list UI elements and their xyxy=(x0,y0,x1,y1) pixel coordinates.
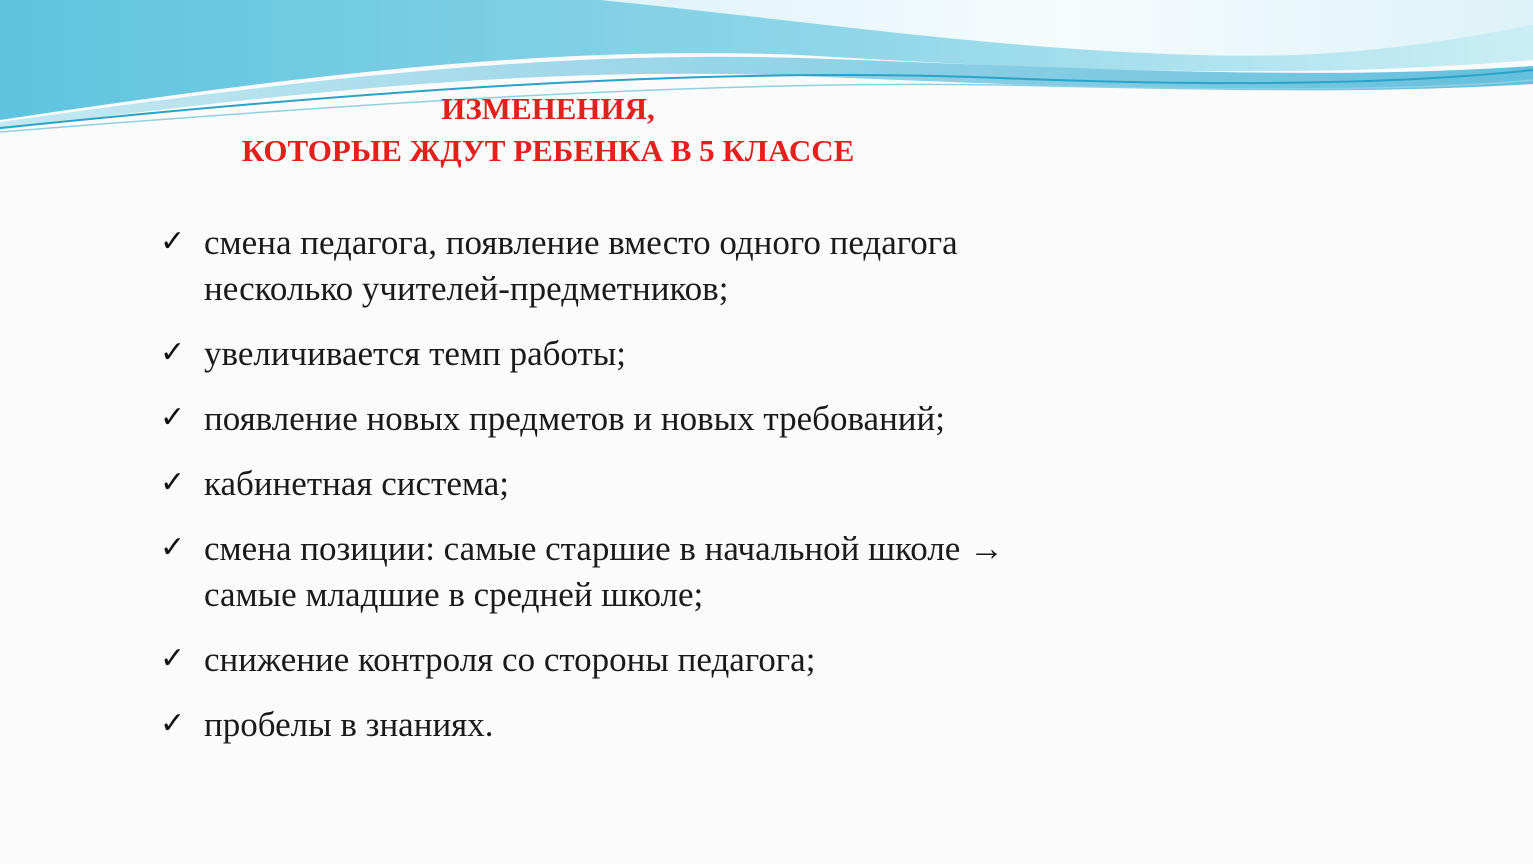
list-item-text: кабинетная система; xyxy=(204,464,510,503)
list-item xyxy=(160,461,1020,507)
list-item xyxy=(160,526,1020,618)
checkmark-icon: ✓ xyxy=(160,224,186,259)
checkmark-icon: ✓ xyxy=(160,530,186,565)
list-item-text: снижение контроля со стороны педагога; xyxy=(204,640,816,679)
list-item xyxy=(160,702,1020,748)
changes-list xyxy=(160,220,1020,767)
checkmark-icon: ✓ xyxy=(160,335,186,370)
checkmark-icon: ✓ xyxy=(160,400,186,435)
list-item xyxy=(160,220,1020,312)
list-item xyxy=(160,396,1020,442)
list-item-text: пробелы в знаниях. xyxy=(204,705,494,744)
list-item-text: появление новых предметов и новых требований; xyxy=(204,399,945,438)
title-line-2: КОТОРЫЕ ЖДУТ РЕБЕНКА В 5 КЛАССЕ xyxy=(241,133,855,168)
list-item-text: смена педагога, появление вместо одного педагога несколько учителей-предметников; xyxy=(204,223,958,308)
list-item xyxy=(160,637,1020,683)
title-line-1: ИЗМЕНЕНИЯ, xyxy=(441,91,655,126)
checkmark-icon: ✓ xyxy=(160,641,186,676)
list-item xyxy=(160,331,1020,377)
slide-title xyxy=(238,88,858,172)
checkmark-icon: ✓ xyxy=(160,465,186,500)
list-item-text: смена позиции: самые старшие в начальной школе → самые младшие в средней школе; xyxy=(204,529,1005,614)
list-item-text: увеличивается темп работы; xyxy=(204,334,626,373)
checkmark-icon: ✓ xyxy=(160,706,186,741)
